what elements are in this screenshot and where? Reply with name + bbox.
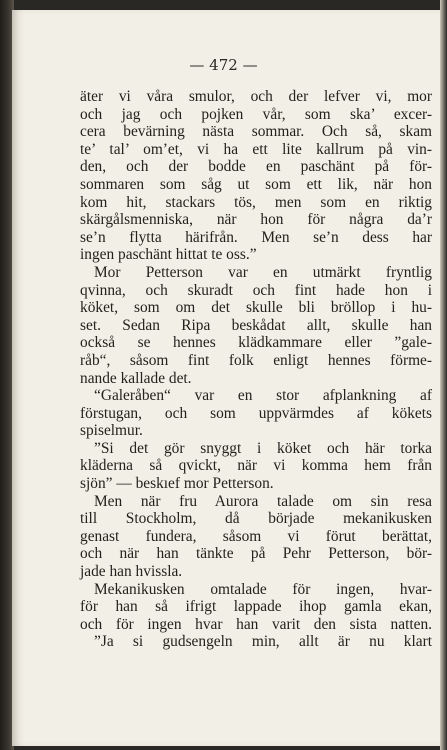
text-line: till Stockholm, då började mekanikusken (80, 510, 432, 528)
text-line: spiselmur. (80, 422, 143, 440)
text-line: köket, som om det skulle bli bröllop i hu- (80, 299, 432, 317)
body-text (80, 88, 432, 651)
text-line: te’ tal’ om’et, vi ha ett lite kallrum på vin- (80, 140, 432, 158)
text-line: nande kallade det. (80, 369, 192, 387)
text-line: den, och der bodde en paschänt på för- (80, 158, 432, 176)
text-line: sjön” — beskıef mor Petterson. (80, 475, 274, 493)
text-line: “Galeråben“ var en stor afplankning af (94, 387, 432, 405)
text-line: kläderna så qvickt, när vi komma hem från (80, 457, 432, 475)
text-line: genast fundera, såsom vi förut berättat, (80, 527, 432, 545)
text-line: och när han tänkte på Pehr Petterson, bör- (80, 545, 432, 563)
text-line: skärgålsmenniska, när hon för några da’r (80, 211, 432, 229)
text-line: qvinna, och skuradt och fint hade hon i (80, 281, 432, 299)
text-line: sommaren som såg ut som ett lik, när hon (80, 175, 432, 193)
text-line: för han så ifrigt lappade ihop gamla ekan, (80, 598, 432, 616)
page-number: — 472 — (189, 56, 258, 74)
text-line: ingen paschänt hittat te oss.” (80, 246, 257, 264)
text-line: och jag och pojken vår, som ska’ excer- (80, 105, 432, 123)
text-line: se’n flytta härifrån. Men se’n dess har (80, 228, 432, 246)
text-line: förstugan, och som uppvärmdes af kökets (80, 404, 432, 422)
text-line: äter vi våra smulor, och der lefver vi, mor (80, 88, 432, 105)
text-line: Mor Petterson var en utmärkt fryntlig (94, 263, 432, 281)
text-line: råb“, såsom fint folk enligt hennes förme- (80, 351, 432, 369)
text-line: ”Ja si gudsengeln min, allt är nu klart (94, 633, 432, 651)
text-line: och för ingen hvar han varit den sista natten. (80, 615, 432, 633)
text-line: Mekanikusken omtalade för ingen, hvar- (94, 580, 432, 598)
page-stack-edge (440, 0, 447, 750)
text-line: jade han hvissla. (80, 563, 183, 581)
text-line: Men när fru Aurora talade om sin resa (94, 492, 432, 510)
text-line: cera bevärning nästa sommar. Och så, skam (80, 123, 432, 141)
text-line: set. Sedan Ripa beskådat allt, skulle han (80, 316, 432, 334)
text-line: också se hennes klädkammare eller ”gale- (80, 334, 432, 352)
text-line: ”Si det gör snyggt i köket och här torka (94, 439, 432, 457)
text-line: kom hit, stackars tös, men som en riktig (80, 193, 432, 211)
